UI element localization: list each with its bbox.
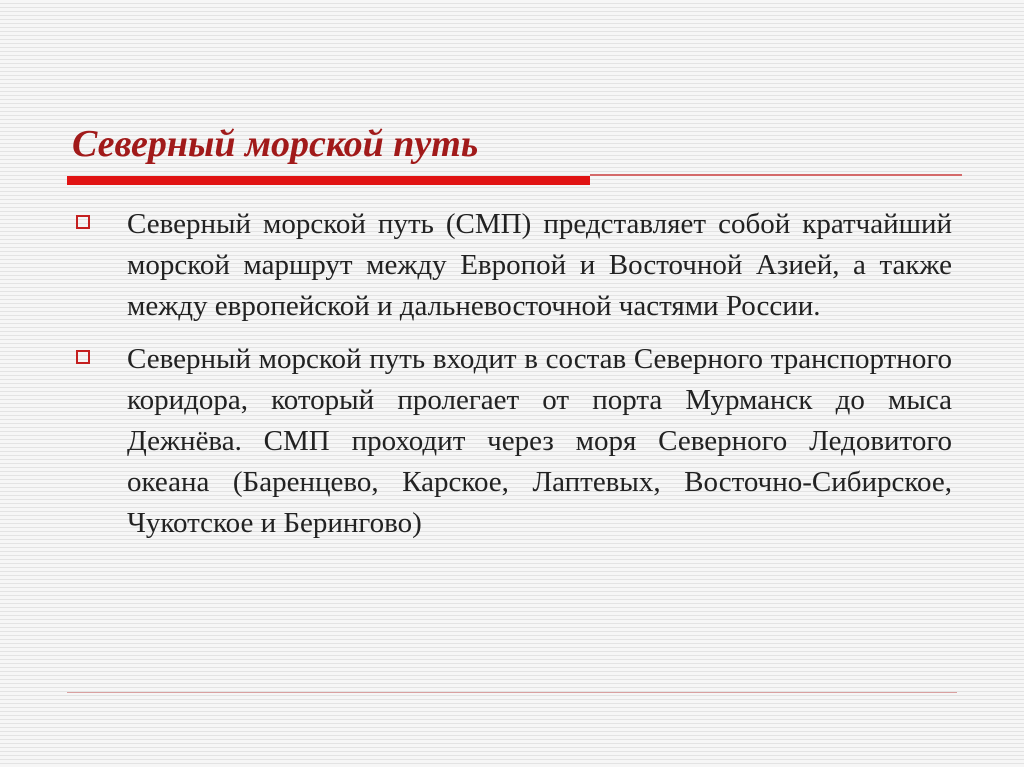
slide-title: Северный морской путь [72, 123, 479, 165]
title-underline-thin [590, 174, 962, 176]
list-item [72, 204, 952, 327]
bullet-text: Северный морской путь входит в состав Северного транспортного коридора, который пролегает от порта Мурманск до мыса Дежнёва. СМП проходит через моря Северного Ледовитого океана (Баренцево, Карское, Лаптевых, Восточно-Сибирское, Чукотское и Берингово) [127, 343, 952, 539]
bullet-list [72, 204, 952, 556]
square-bullet-icon [76, 215, 90, 229]
list-item [72, 339, 952, 544]
bullet-text: Северный морской путь (СМП) представляет собой кратчайший морской маршрут между Европой и Восточной Азией, а также между европейской и дальневосточной частями России. [127, 208, 952, 322]
title-underline-bar [67, 176, 590, 185]
square-bullet-icon [76, 350, 90, 364]
footer-divider [67, 692, 957, 693]
